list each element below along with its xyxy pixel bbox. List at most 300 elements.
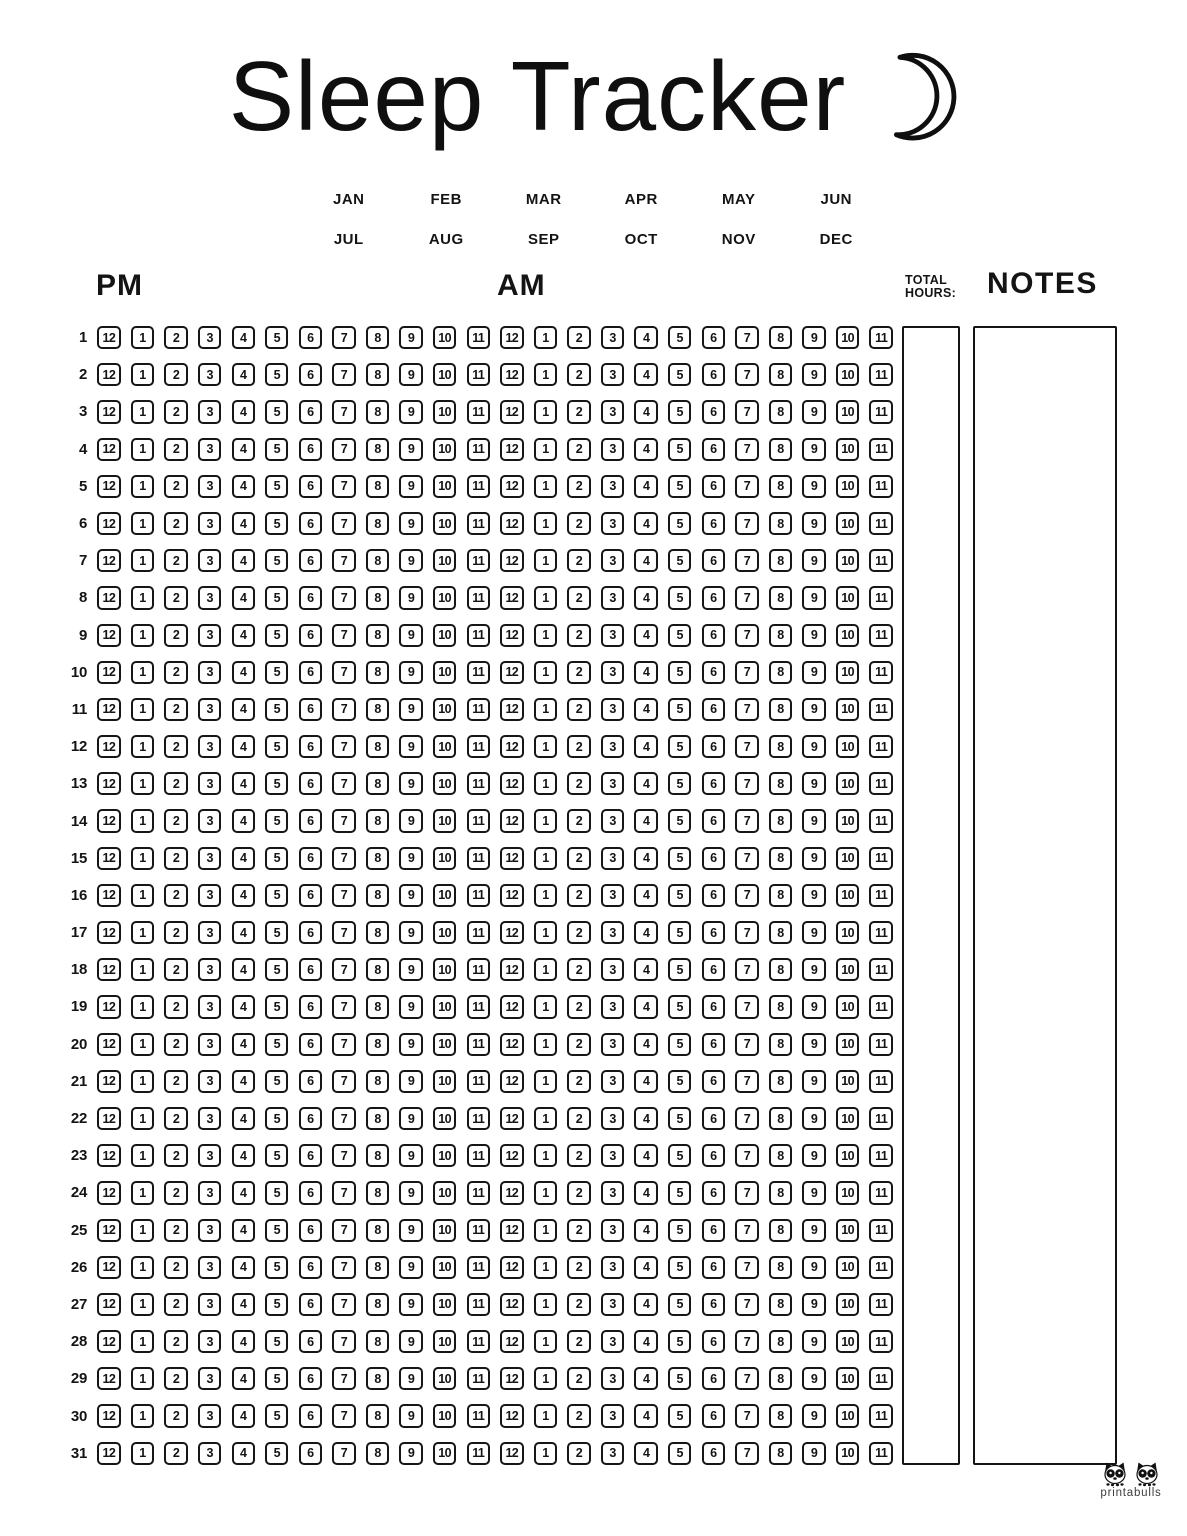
hour-cell-pm-9: 9 bbox=[399, 1219, 422, 1242]
hour-cell-am-4: 4 bbox=[634, 1256, 657, 1279]
hour-cell-pm-2: 2 bbox=[164, 847, 187, 870]
hour-cell-pm-6: 6 bbox=[299, 772, 322, 795]
hour-cell-am-9: 9 bbox=[802, 326, 825, 349]
hour-cell-am-6: 6 bbox=[702, 698, 725, 721]
hour-cell-am-3: 3 bbox=[601, 1404, 624, 1427]
hour-cell-pm-12: 12 bbox=[97, 1219, 120, 1242]
hour-cell-am-4: 4 bbox=[634, 1293, 657, 1316]
hour-cell-pm-12: 12 bbox=[97, 772, 120, 795]
hour-cell-pm-8: 8 bbox=[366, 772, 389, 795]
hour-cell-pm-5: 5 bbox=[265, 958, 288, 981]
hour-cell-am-4: 4 bbox=[634, 363, 657, 386]
hour-cell-am-6: 6 bbox=[702, 586, 725, 609]
hour-cell-am-9: 9 bbox=[802, 1181, 825, 1204]
brand-name: printabulls bbox=[1100, 1487, 1162, 1499]
hour-cell-am-6: 6 bbox=[702, 735, 725, 758]
hour-cell-pm-8: 8 bbox=[366, 512, 389, 535]
hour-cell-pm-1: 1 bbox=[131, 921, 154, 944]
hour-cell-pm-9: 9 bbox=[399, 512, 422, 535]
hour-cell-pm-4: 4 bbox=[232, 1144, 255, 1167]
hour-cell-pm-3: 3 bbox=[198, 586, 221, 609]
hour-cell-am-10: 10 bbox=[836, 809, 859, 832]
hour-cell-pm-6: 6 bbox=[299, 1330, 322, 1353]
hour-cell-am-5: 5 bbox=[668, 1367, 691, 1390]
hour-cell-am-6: 6 bbox=[702, 438, 725, 461]
day-row-29 bbox=[54, 1360, 893, 1397]
hour-cell-pm-2: 2 bbox=[164, 698, 187, 721]
hour-cell-pm-2: 2 bbox=[164, 772, 187, 795]
hour-cell-pm-9: 9 bbox=[399, 1442, 422, 1465]
hour-cell-pm-3: 3 bbox=[198, 475, 221, 498]
hour-cell-pm-5: 5 bbox=[265, 326, 288, 349]
hour-cell-pm-9: 9 bbox=[399, 549, 422, 572]
hour-cell-pm-12: 12 bbox=[97, 1256, 120, 1279]
hour-cell-am-8: 8 bbox=[769, 661, 792, 684]
day-row-27 bbox=[54, 1286, 893, 1323]
hour-cell-pm-7: 7 bbox=[332, 1404, 355, 1427]
hour-cell-am-9: 9 bbox=[802, 549, 825, 572]
hour-cell-pm-6: 6 bbox=[299, 958, 322, 981]
hour-cell-pm-8: 8 bbox=[366, 1367, 389, 1390]
day-row-9 bbox=[54, 617, 893, 654]
hour-cell-pm-9: 9 bbox=[399, 772, 422, 795]
hour-cell-pm-7: 7 bbox=[332, 698, 355, 721]
hour-cell-pm-1: 1 bbox=[131, 400, 154, 423]
hour-cell-pm-8: 8 bbox=[366, 735, 389, 758]
hour-cell-am-11: 11 bbox=[869, 586, 892, 609]
hour-cell-am-4: 4 bbox=[634, 438, 657, 461]
hour-cell-am-2: 2 bbox=[567, 1293, 590, 1316]
hour-cell-am-3: 3 bbox=[601, 549, 624, 572]
hour-cell-pm-6: 6 bbox=[299, 512, 322, 535]
hour-cell-am-7: 7 bbox=[735, 438, 758, 461]
hour-cell-pm-2: 2 bbox=[164, 1367, 187, 1390]
hour-cell-pm-3: 3 bbox=[198, 1144, 221, 1167]
hour-cell-am-7: 7 bbox=[735, 772, 758, 795]
hour-cell-am-10: 10 bbox=[836, 400, 859, 423]
hour-cell-pm-7: 7 bbox=[332, 624, 355, 647]
hour-cell-am-7: 7 bbox=[735, 400, 758, 423]
day-row-16 bbox=[54, 877, 893, 914]
hour-cell-am-7: 7 bbox=[735, 847, 758, 870]
hour-cell-am-5: 5 bbox=[668, 661, 691, 684]
hour-cell-am-1: 1 bbox=[534, 1144, 557, 1167]
hour-cell-pm-7: 7 bbox=[332, 809, 355, 832]
day-label: 30 bbox=[70, 1407, 87, 1425]
hour-cell-pm-11: 11 bbox=[467, 438, 490, 461]
day-label: 23 bbox=[70, 1147, 87, 1165]
hour-cell-pm-5: 5 bbox=[265, 1033, 288, 1056]
hour-cell-pm-12: 12 bbox=[97, 1330, 120, 1353]
crescent-moon-icon bbox=[870, 48, 958, 144]
hour-cell-pm-1: 1 bbox=[131, 847, 154, 870]
hour-cell-pm-8: 8 bbox=[366, 1404, 389, 1427]
hour-cell-am-7: 7 bbox=[735, 326, 758, 349]
hour-cell-am-11: 11 bbox=[869, 624, 892, 647]
hour-cell-pm-12: 12 bbox=[97, 921, 120, 944]
month-label-may: MAY bbox=[722, 191, 756, 208]
hour-cell-am-7: 7 bbox=[735, 884, 758, 907]
hour-cell-am-12: 12 bbox=[500, 735, 523, 758]
hour-cell-pm-4: 4 bbox=[232, 995, 255, 1018]
day-row-13 bbox=[54, 765, 893, 802]
day-label: 31 bbox=[70, 1444, 87, 1462]
day-row-25 bbox=[54, 1212, 893, 1249]
hour-cell-am-7: 7 bbox=[735, 921, 758, 944]
day-label: 9 bbox=[78, 626, 87, 644]
hour-cell-pm-5: 5 bbox=[265, 363, 288, 386]
hour-cell-pm-2: 2 bbox=[164, 884, 187, 907]
hour-cell-am-10: 10 bbox=[836, 847, 859, 870]
hour-cell-am-4: 4 bbox=[634, 884, 657, 907]
hour-cell-pm-2: 2 bbox=[164, 1144, 187, 1167]
hour-cell-pm-8: 8 bbox=[366, 363, 389, 386]
hour-cell-pm-8: 8 bbox=[366, 921, 389, 944]
day-label: 19 bbox=[70, 998, 87, 1016]
hour-cell-am-10: 10 bbox=[836, 995, 859, 1018]
hour-cell-am-4: 4 bbox=[634, 735, 657, 758]
hour-cell-am-6: 6 bbox=[702, 884, 725, 907]
hour-cell-pm-3: 3 bbox=[198, 1181, 221, 1204]
hour-cell-am-11: 11 bbox=[869, 1330, 892, 1353]
hour-cell-pm-7: 7 bbox=[332, 884, 355, 907]
hour-cell-am-4: 4 bbox=[634, 809, 657, 832]
hour-cell-pm-12: 12 bbox=[97, 1033, 120, 1056]
hour-cell-pm-3: 3 bbox=[198, 661, 221, 684]
day-row-23 bbox=[54, 1137, 893, 1174]
hour-cell-pm-10: 10 bbox=[433, 884, 456, 907]
pm-header: PM bbox=[96, 269, 143, 302]
hour-cell-pm-2: 2 bbox=[164, 1033, 187, 1056]
hour-cell-am-3: 3 bbox=[601, 512, 624, 535]
hour-cell-pm-5: 5 bbox=[265, 1219, 288, 1242]
hour-cell-am-11: 11 bbox=[869, 735, 892, 758]
day-row-12 bbox=[54, 728, 893, 765]
day-row-15 bbox=[54, 840, 893, 877]
hour-cell-pm-12: 12 bbox=[97, 1070, 120, 1093]
hour-cell-am-10: 10 bbox=[836, 1330, 859, 1353]
hour-cell-am-5: 5 bbox=[668, 1293, 691, 1316]
day-label: 3 bbox=[78, 403, 87, 421]
hour-cell-pm-3: 3 bbox=[198, 772, 221, 795]
hour-cell-pm-12: 12 bbox=[97, 400, 120, 423]
hour-cell-am-12: 12 bbox=[500, 363, 523, 386]
hour-cell-am-9: 9 bbox=[802, 1107, 825, 1130]
hour-cell-am-7: 7 bbox=[735, 1404, 758, 1427]
day-label: 27 bbox=[70, 1295, 87, 1313]
hour-cell-am-1: 1 bbox=[534, 624, 557, 647]
page-header bbox=[0, 40, 1187, 153]
hour-cell-pm-1: 1 bbox=[131, 772, 154, 795]
hour-cell-am-9: 9 bbox=[802, 475, 825, 498]
hour-cell-pm-9: 9 bbox=[399, 1293, 422, 1316]
hour-cell-am-11: 11 bbox=[869, 438, 892, 461]
hour-cell-pm-10: 10 bbox=[433, 1330, 456, 1353]
hour-cell-pm-9: 9 bbox=[399, 475, 422, 498]
hour-cell-am-8: 8 bbox=[769, 847, 792, 870]
hour-cell-am-7: 7 bbox=[735, 698, 758, 721]
hour-cell-am-8: 8 bbox=[769, 958, 792, 981]
hour-cell-pm-6: 6 bbox=[299, 363, 322, 386]
hour-cell-pm-1: 1 bbox=[131, 1367, 154, 1390]
hour-cell-pm-9: 9 bbox=[399, 624, 422, 647]
total-hours-box bbox=[902, 326, 960, 1465]
hour-cell-pm-7: 7 bbox=[332, 475, 355, 498]
hour-cell-pm-5: 5 bbox=[265, 512, 288, 535]
hour-cell-pm-1: 1 bbox=[131, 438, 154, 461]
hour-cell-am-10: 10 bbox=[836, 1070, 859, 1093]
hour-cell-am-11: 11 bbox=[869, 809, 892, 832]
hour-cell-am-5: 5 bbox=[668, 1107, 691, 1130]
hour-cell-pm-2: 2 bbox=[164, 995, 187, 1018]
hour-cell-am-12: 12 bbox=[500, 586, 523, 609]
hour-cell-pm-3: 3 bbox=[198, 512, 221, 535]
hour-cell-am-1: 1 bbox=[534, 661, 557, 684]
hour-cell-pm-9: 9 bbox=[399, 1107, 422, 1130]
hour-cell-am-6: 6 bbox=[702, 624, 725, 647]
hour-cell-pm-10: 10 bbox=[433, 326, 456, 349]
hour-cell-am-5: 5 bbox=[668, 1070, 691, 1093]
hour-cell-pm-1: 1 bbox=[131, 586, 154, 609]
hour-cell-am-5: 5 bbox=[668, 1404, 691, 1427]
hour-cell-am-10: 10 bbox=[836, 586, 859, 609]
hour-cell-am-1: 1 bbox=[534, 698, 557, 721]
hour-cell-pm-3: 3 bbox=[198, 958, 221, 981]
hour-cell-pm-11: 11 bbox=[467, 1070, 490, 1093]
hour-cell-am-2: 2 bbox=[567, 475, 590, 498]
day-row-26 bbox=[54, 1249, 893, 1286]
hour-cell-pm-3: 3 bbox=[198, 363, 221, 386]
hour-cell-am-2: 2 bbox=[567, 958, 590, 981]
hour-cell-am-4: 4 bbox=[634, 586, 657, 609]
hour-cell-am-6: 6 bbox=[702, 512, 725, 535]
day-row-7 bbox=[54, 542, 893, 579]
hour-cell-pm-11: 11 bbox=[467, 958, 490, 981]
hour-cell-am-12: 12 bbox=[500, 1442, 523, 1465]
hour-cell-pm-5: 5 bbox=[265, 1107, 288, 1130]
day-row-4 bbox=[54, 431, 893, 468]
month-label-jan: JAN bbox=[332, 191, 365, 208]
hour-cell-pm-11: 11 bbox=[467, 847, 490, 870]
hour-cell-am-1: 1 bbox=[534, 809, 557, 832]
hour-cell-pm-5: 5 bbox=[265, 1181, 288, 1204]
hour-cell-pm-5: 5 bbox=[265, 1330, 288, 1353]
hour-cell-pm-3: 3 bbox=[198, 326, 221, 349]
hour-cell-pm-12: 12 bbox=[97, 624, 120, 647]
hour-cell-am-1: 1 bbox=[534, 1107, 557, 1130]
hour-cell-am-9: 9 bbox=[802, 400, 825, 423]
hour-cell-pm-2: 2 bbox=[164, 1070, 187, 1093]
hour-cell-pm-10: 10 bbox=[433, 1219, 456, 1242]
day-row-19 bbox=[54, 988, 893, 1025]
hour-cell-pm-3: 3 bbox=[198, 438, 221, 461]
hour-cell-am-12: 12 bbox=[500, 958, 523, 981]
hour-cell-am-12: 12 bbox=[500, 1404, 523, 1427]
hour-cell-pm-1: 1 bbox=[131, 1219, 154, 1242]
hour-cell-am-12: 12 bbox=[500, 475, 523, 498]
hour-cell-pm-10: 10 bbox=[433, 475, 456, 498]
hour-cell-am-1: 1 bbox=[534, 1219, 557, 1242]
hour-cell-pm-7: 7 bbox=[332, 661, 355, 684]
hour-cell-am-4: 4 bbox=[634, 549, 657, 572]
hour-cell-pm-12: 12 bbox=[97, 884, 120, 907]
hour-cell-pm-5: 5 bbox=[265, 1404, 288, 1427]
hour-cell-pm-7: 7 bbox=[332, 1293, 355, 1316]
hour-cell-am-1: 1 bbox=[534, 549, 557, 572]
hour-cell-pm-12: 12 bbox=[97, 512, 120, 535]
hour-cell-am-11: 11 bbox=[869, 400, 892, 423]
hour-cell-pm-5: 5 bbox=[265, 995, 288, 1018]
hour-cell-am-5: 5 bbox=[668, 512, 691, 535]
hour-cell-am-10: 10 bbox=[836, 512, 859, 535]
hour-cell-pm-12: 12 bbox=[97, 326, 120, 349]
hour-cell-pm-7: 7 bbox=[332, 586, 355, 609]
hour-cell-pm-3: 3 bbox=[198, 1330, 221, 1353]
hour-cell-am-2: 2 bbox=[567, 1219, 590, 1242]
hour-cell-pm-12: 12 bbox=[97, 1404, 120, 1427]
hour-cell-am-7: 7 bbox=[735, 363, 758, 386]
hour-cell-pm-6: 6 bbox=[299, 438, 322, 461]
hour-cell-pm-9: 9 bbox=[399, 1404, 422, 1427]
hour-cell-pm-1: 1 bbox=[131, 1293, 154, 1316]
hour-cell-pm-10: 10 bbox=[433, 1144, 456, 1167]
hour-cell-am-1: 1 bbox=[534, 772, 557, 795]
hour-cell-am-12: 12 bbox=[500, 400, 523, 423]
hour-cell-pm-11: 11 bbox=[467, 735, 490, 758]
hour-cell-pm-5: 5 bbox=[265, 772, 288, 795]
hour-cell-am-6: 6 bbox=[702, 772, 725, 795]
day-label: 12 bbox=[70, 738, 87, 756]
hour-cell-pm-10: 10 bbox=[433, 1256, 456, 1279]
hour-cell-am-4: 4 bbox=[634, 1181, 657, 1204]
hour-cell-pm-4: 4 bbox=[232, 1033, 255, 1056]
hour-cell-am-6: 6 bbox=[702, 1219, 725, 1242]
hour-cell-am-6: 6 bbox=[702, 1033, 725, 1056]
hour-cell-am-10: 10 bbox=[836, 624, 859, 647]
hour-cell-pm-5: 5 bbox=[265, 809, 288, 832]
hour-cell-am-8: 8 bbox=[769, 1293, 792, 1316]
hour-cell-pm-11: 11 bbox=[467, 884, 490, 907]
hour-cell-pm-10: 10 bbox=[433, 549, 456, 572]
day-label: 13 bbox=[70, 775, 87, 793]
hour-cell-am-9: 9 bbox=[802, 809, 825, 832]
hour-cell-am-4: 4 bbox=[634, 624, 657, 647]
hour-cell-am-2: 2 bbox=[567, 661, 590, 684]
hour-cell-pm-7: 7 bbox=[332, 1442, 355, 1465]
hour-cell-am-3: 3 bbox=[601, 735, 624, 758]
hour-cell-am-7: 7 bbox=[735, 1330, 758, 1353]
hour-cell-am-6: 6 bbox=[702, 1442, 725, 1465]
hour-cell-am-11: 11 bbox=[869, 847, 892, 870]
hour-cell-pm-8: 8 bbox=[366, 586, 389, 609]
day-row-30 bbox=[54, 1397, 893, 1434]
hour-cell-am-9: 9 bbox=[802, 363, 825, 386]
hour-cell-pm-1: 1 bbox=[131, 698, 154, 721]
hour-cell-pm-7: 7 bbox=[332, 400, 355, 423]
hour-cell-pm-12: 12 bbox=[97, 958, 120, 981]
hour-cell-am-3: 3 bbox=[601, 921, 624, 944]
notes-box bbox=[973, 326, 1117, 1465]
hour-cell-pm-11: 11 bbox=[467, 661, 490, 684]
hour-cell-am-1: 1 bbox=[534, 1367, 557, 1390]
hour-cell-pm-2: 2 bbox=[164, 549, 187, 572]
hour-cell-pm-3: 3 bbox=[198, 1070, 221, 1093]
hour-cell-am-2: 2 bbox=[567, 549, 590, 572]
hour-cell-am-6: 6 bbox=[702, 1144, 725, 1167]
hour-cell-am-1: 1 bbox=[534, 400, 557, 423]
hour-cell-pm-1: 1 bbox=[131, 363, 154, 386]
hour-cell-pm-2: 2 bbox=[164, 363, 187, 386]
hour-cell-am-3: 3 bbox=[601, 363, 624, 386]
hour-cell-pm-5: 5 bbox=[265, 1144, 288, 1167]
hour-cell-pm-6: 6 bbox=[299, 1219, 322, 1242]
hour-cell-pm-4: 4 bbox=[232, 1219, 255, 1242]
hour-cell-pm-4: 4 bbox=[232, 772, 255, 795]
hour-cell-am-9: 9 bbox=[802, 1144, 825, 1167]
hour-cell-am-10: 10 bbox=[836, 884, 859, 907]
day-label: 14 bbox=[70, 812, 87, 830]
hour-cell-am-2: 2 bbox=[567, 1367, 590, 1390]
hour-cell-pm-9: 9 bbox=[399, 400, 422, 423]
hour-cell-pm-7: 7 bbox=[332, 1219, 355, 1242]
hour-cell-am-7: 7 bbox=[735, 549, 758, 572]
hour-cell-am-10: 10 bbox=[836, 363, 859, 386]
hour-cell-am-3: 3 bbox=[601, 1442, 624, 1465]
hour-cell-am-11: 11 bbox=[869, 1181, 892, 1204]
hour-cell-am-2: 2 bbox=[567, 847, 590, 870]
hour-cell-am-2: 2 bbox=[567, 363, 590, 386]
hour-cell-am-1: 1 bbox=[534, 326, 557, 349]
hour-cell-am-10: 10 bbox=[836, 735, 859, 758]
hour-cell-am-3: 3 bbox=[601, 884, 624, 907]
hour-cell-pm-7: 7 bbox=[332, 1367, 355, 1390]
hour-cell-pm-3: 3 bbox=[198, 921, 221, 944]
hour-cell-am-6: 6 bbox=[702, 475, 725, 498]
hour-cell-pm-9: 9 bbox=[399, 995, 422, 1018]
hour-cell-pm-1: 1 bbox=[131, 661, 154, 684]
hour-cell-am-9: 9 bbox=[802, 1256, 825, 1279]
hour-cell-am-2: 2 bbox=[567, 698, 590, 721]
hour-cell-am-3: 3 bbox=[601, 958, 624, 981]
day-label: 16 bbox=[70, 886, 87, 904]
hour-cell-pm-4: 4 bbox=[232, 1367, 255, 1390]
hour-cell-pm-5: 5 bbox=[265, 1442, 288, 1465]
hour-cell-am-3: 3 bbox=[601, 326, 624, 349]
hour-cell-am-6: 6 bbox=[702, 1293, 725, 1316]
hour-cell-am-9: 9 bbox=[802, 1219, 825, 1242]
hour-cell-am-3: 3 bbox=[601, 1219, 624, 1242]
hour-cell-am-3: 3 bbox=[601, 995, 624, 1018]
hour-cell-pm-11: 11 bbox=[467, 772, 490, 795]
hour-cell-am-8: 8 bbox=[769, 1367, 792, 1390]
hour-cell-pm-3: 3 bbox=[198, 847, 221, 870]
hour-cell-am-11: 11 bbox=[869, 1293, 892, 1316]
hour-cell-am-1: 1 bbox=[534, 475, 557, 498]
hour-cell-pm-1: 1 bbox=[131, 1070, 154, 1093]
day-row-1 bbox=[54, 319, 893, 356]
hour-cell-pm-1: 1 bbox=[131, 549, 154, 572]
hour-cell-am-7: 7 bbox=[735, 1033, 758, 1056]
hour-cell-am-4: 4 bbox=[634, 1144, 657, 1167]
day-row-10 bbox=[54, 654, 893, 691]
hour-cell-pm-11: 11 bbox=[467, 624, 490, 647]
hour-cell-am-2: 2 bbox=[567, 1033, 590, 1056]
day-label: 8 bbox=[78, 589, 87, 607]
hour-cell-am-1: 1 bbox=[534, 363, 557, 386]
hour-cell-am-9: 9 bbox=[802, 884, 825, 907]
hour-cell-am-6: 6 bbox=[702, 921, 725, 944]
hour-cell-pm-4: 4 bbox=[232, 1293, 255, 1316]
